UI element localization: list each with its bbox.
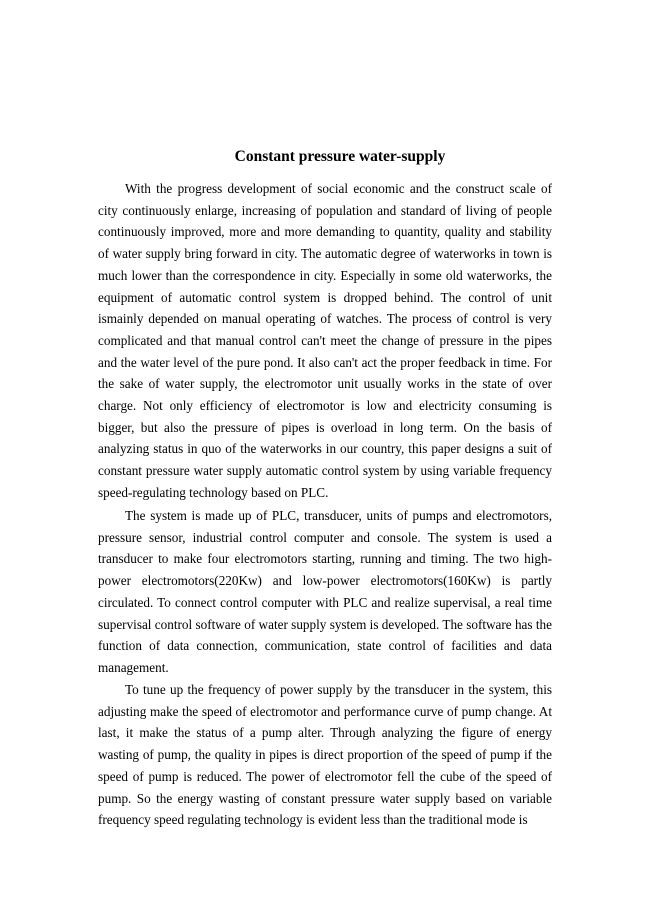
paragraph-1: With the progress development of social economic and the construct scale of city continuously enlarge, increasing of population and standard of living of people continuously improved, more and more demanding to quantity, quality and stability of water supply bring forward in city. The automatic degree of waterworks in town is much lower than the correspondence in city. Especially in some old waterworks, the equipment of automatic control system is dropped behind. The control of unit ismainly depended on manual operating of watches. The process of control is very complicated and that manual control can't meet the change of pressure in the pipes and the water level of the pure pond. It also can't act the proper feedback in time. For the sake of water supply, the electromotor unit usually works in the state of over charge. Not only efficiency of electromotor is low and electricity consuming is bigger, but also the pressure of pipes is overload in long term. On the basis of analyzing status in quo of the waterworks in our country, this paper designs a suit of constant pressure water supply automatic control system by using variable frequency speed-regulating technology based on PLC.: [98, 181, 552, 500]
page-title: Constant pressure water-supply: [234, 148, 446, 165]
paragraph-3: To tune up the frequency of power supply by the transducer in the system, this adjusting make the speed of electromotor and performance curve of pump change. At last, it make the status of a pump alter. Through analyzing the figure of energy wasting of pump, the quality in pipes is direct proportion of the speed of pump if the speed of pump is reduced. The power of electromotor fell the cube of the speed of pump. So the energy wasting of constant pressure water supply based on variable frequency speed regulating technology is evident less than the traditional mode is: [98, 682, 552, 828]
paragraph-2: The system is made up of PLC, transducer, units of pumps and electromotors, pressure sensor, industrial control computer and console. The system is used a transducer to make four electromotors starting, running and timing. The two high-power electromotors(220Kw) and low-power electromotors(160Kw) is partly circulated. To connect control computer with PLC and realize supervisal, a real time supervisal control software of water supply system is developed. The software has the function of data connection, communication, state control of facilities and data management.: [98, 508, 552, 675]
